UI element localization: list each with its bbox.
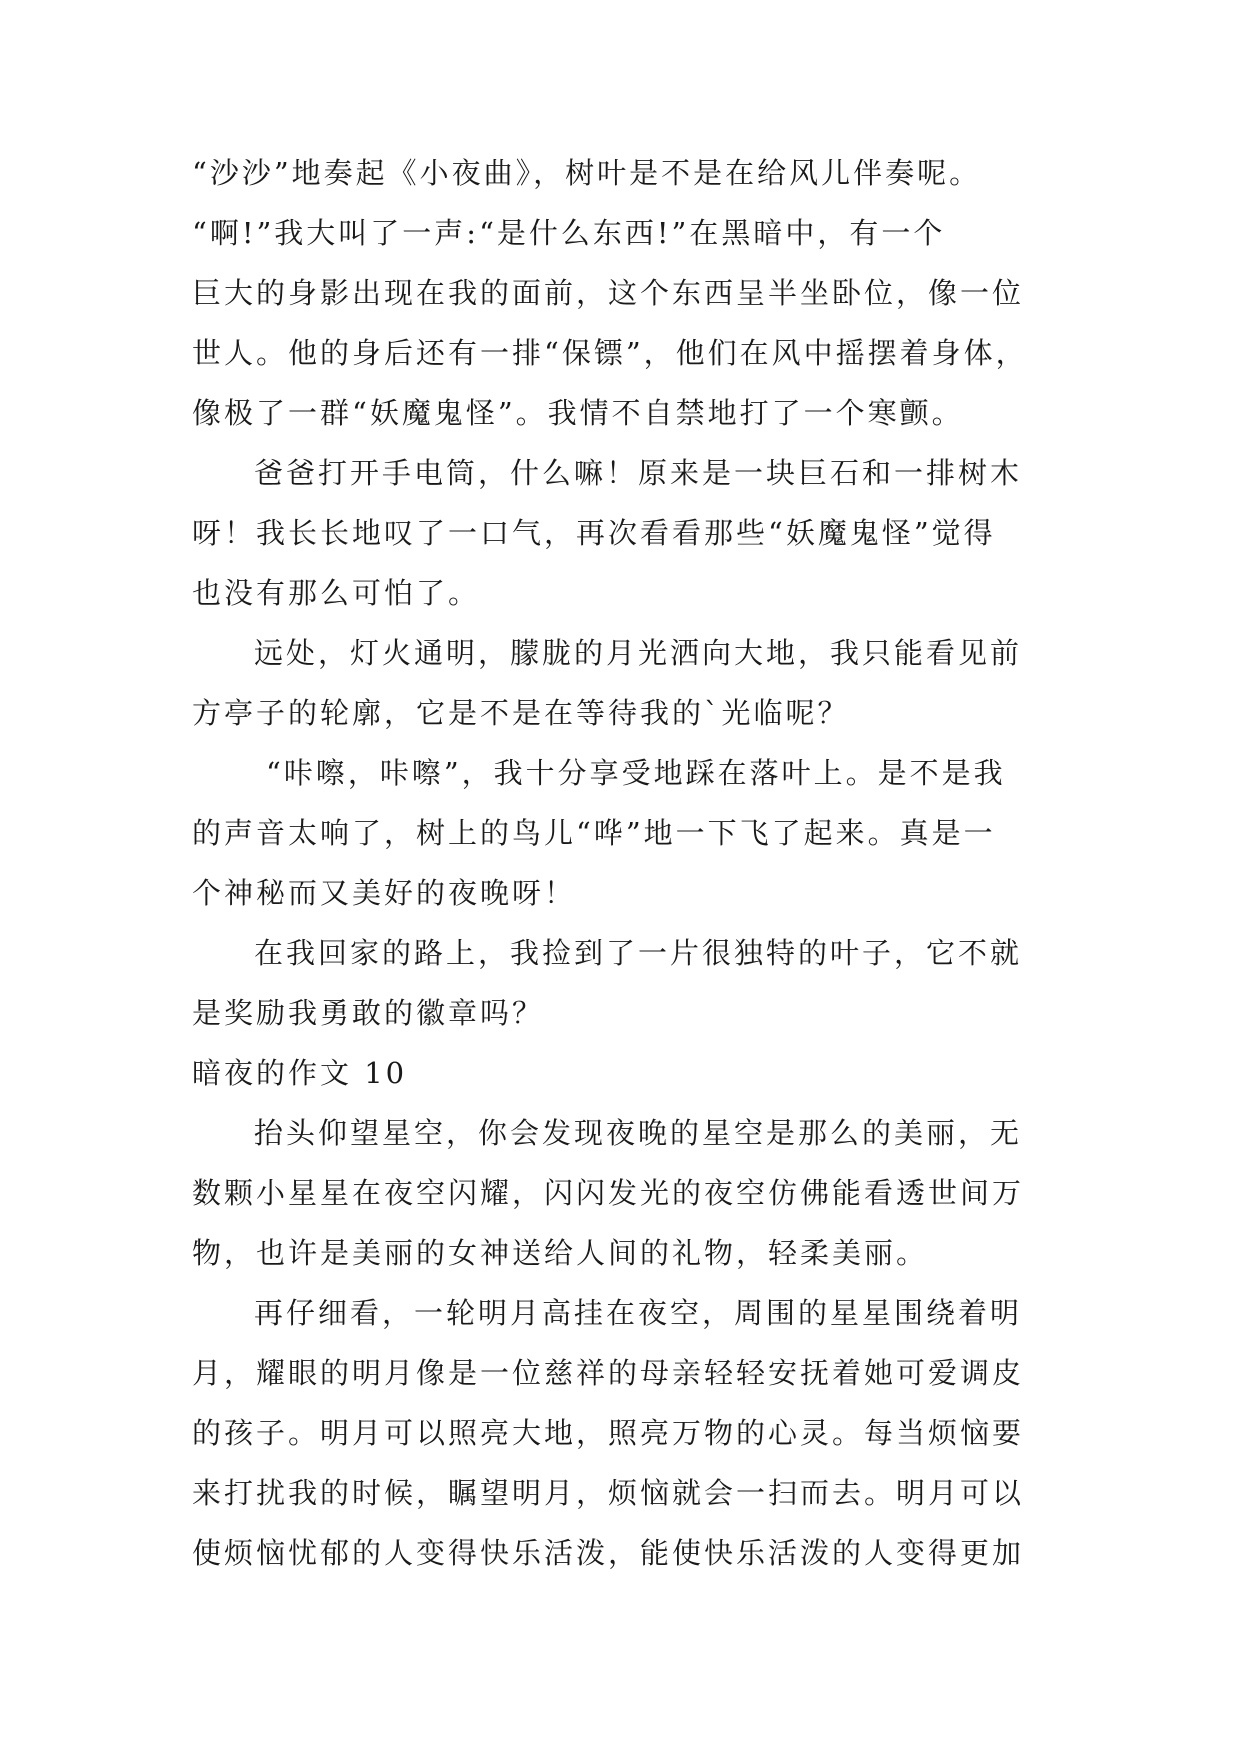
text-line: 月，耀眼的明月像是一位慈祥的母亲轻轻安抚着她可爱调皮 xyxy=(192,1356,1025,1390)
paragraph-start-line: 再仔细看，一轮明月高挂在夜空，周围的星星围绕着明 xyxy=(254,1296,1023,1330)
text-line: 像极了一群“妖魔鬼怪”。我情不自禁地打了一个寒颤。 xyxy=(192,396,964,430)
text-line: 也没有那么可怕了。 xyxy=(192,576,481,610)
text-line: 呀！我长长地叹了一口气，再次看看那些“妖魔鬼怪”觉得 xyxy=(192,516,996,550)
paragraph-start-line: 在我回家的路上，我捡到了一片很独特的叶子，它不就 xyxy=(254,936,1023,970)
text-line: 方亭子的轮廓，它是不是在等待我的`光临呢？ xyxy=(192,696,850,730)
text-line: “啊!”我大叫了一声:“是什么东西!”在黑暗中，有一个 xyxy=(192,216,946,250)
text-line: 来打扰我的时候，瞩望明月，烦恼就会一扫而去。明月可以 xyxy=(192,1476,1025,1510)
text-line: 的声音太响了，树上的鸟儿“哗”地一下飞了起来。真是一 xyxy=(192,816,996,850)
paragraph-start-line: “咔嚓，咔嚓”，我十分享受地踩在落叶上。是不是我 xyxy=(266,756,1006,790)
text-line: 物，也许是美丽的女神送给人间的礼物，轻柔美丽。 xyxy=(192,1236,929,1270)
text-line: 的孩子。明月可以照亮大地，照亮万物的心灵。每当烦恼要 xyxy=(192,1416,1025,1450)
text-line: 个神秘而又美好的夜晚呀！ xyxy=(192,876,577,910)
paragraph-start-line: 远处，灯火通明，朦胧的月光洒向大地，我只能看见前 xyxy=(254,636,1023,670)
paragraph-start-line: 抬头仰望星空，你会发现夜晚的星空是那么的美丽，无 xyxy=(254,1116,1023,1150)
text-line: 巨大的身影出现在我的面前，这个东西呈半坐卧位，像一位 xyxy=(192,276,1025,310)
text-line: 世人。他的身后还有一排“保镖”，他们在风中摇摆着身体， xyxy=(192,336,1028,370)
paragraph-start-line: 爸爸打开手电筒，什么嘛！原来是一块巨石和一排树木 xyxy=(254,456,1023,490)
text-line: 数颗小星星在夜空闪耀，闪闪发光的夜空仿佛能看透世间万 xyxy=(192,1176,1025,1210)
text-line: 使烦恼忧郁的人变得快乐活泼，能使快乐活泼的人变得更加 xyxy=(192,1536,1025,1570)
text-line: “沙沙”地奏起《小夜曲》，树叶是不是在给风儿伴奏呢。 xyxy=(192,156,982,190)
text-line: 是奖励我勇敢的徽章吗？ xyxy=(192,996,545,1030)
section-heading: 暗夜的作文 10 xyxy=(192,1056,408,1090)
body-text xyxy=(192,158,1062,1598)
